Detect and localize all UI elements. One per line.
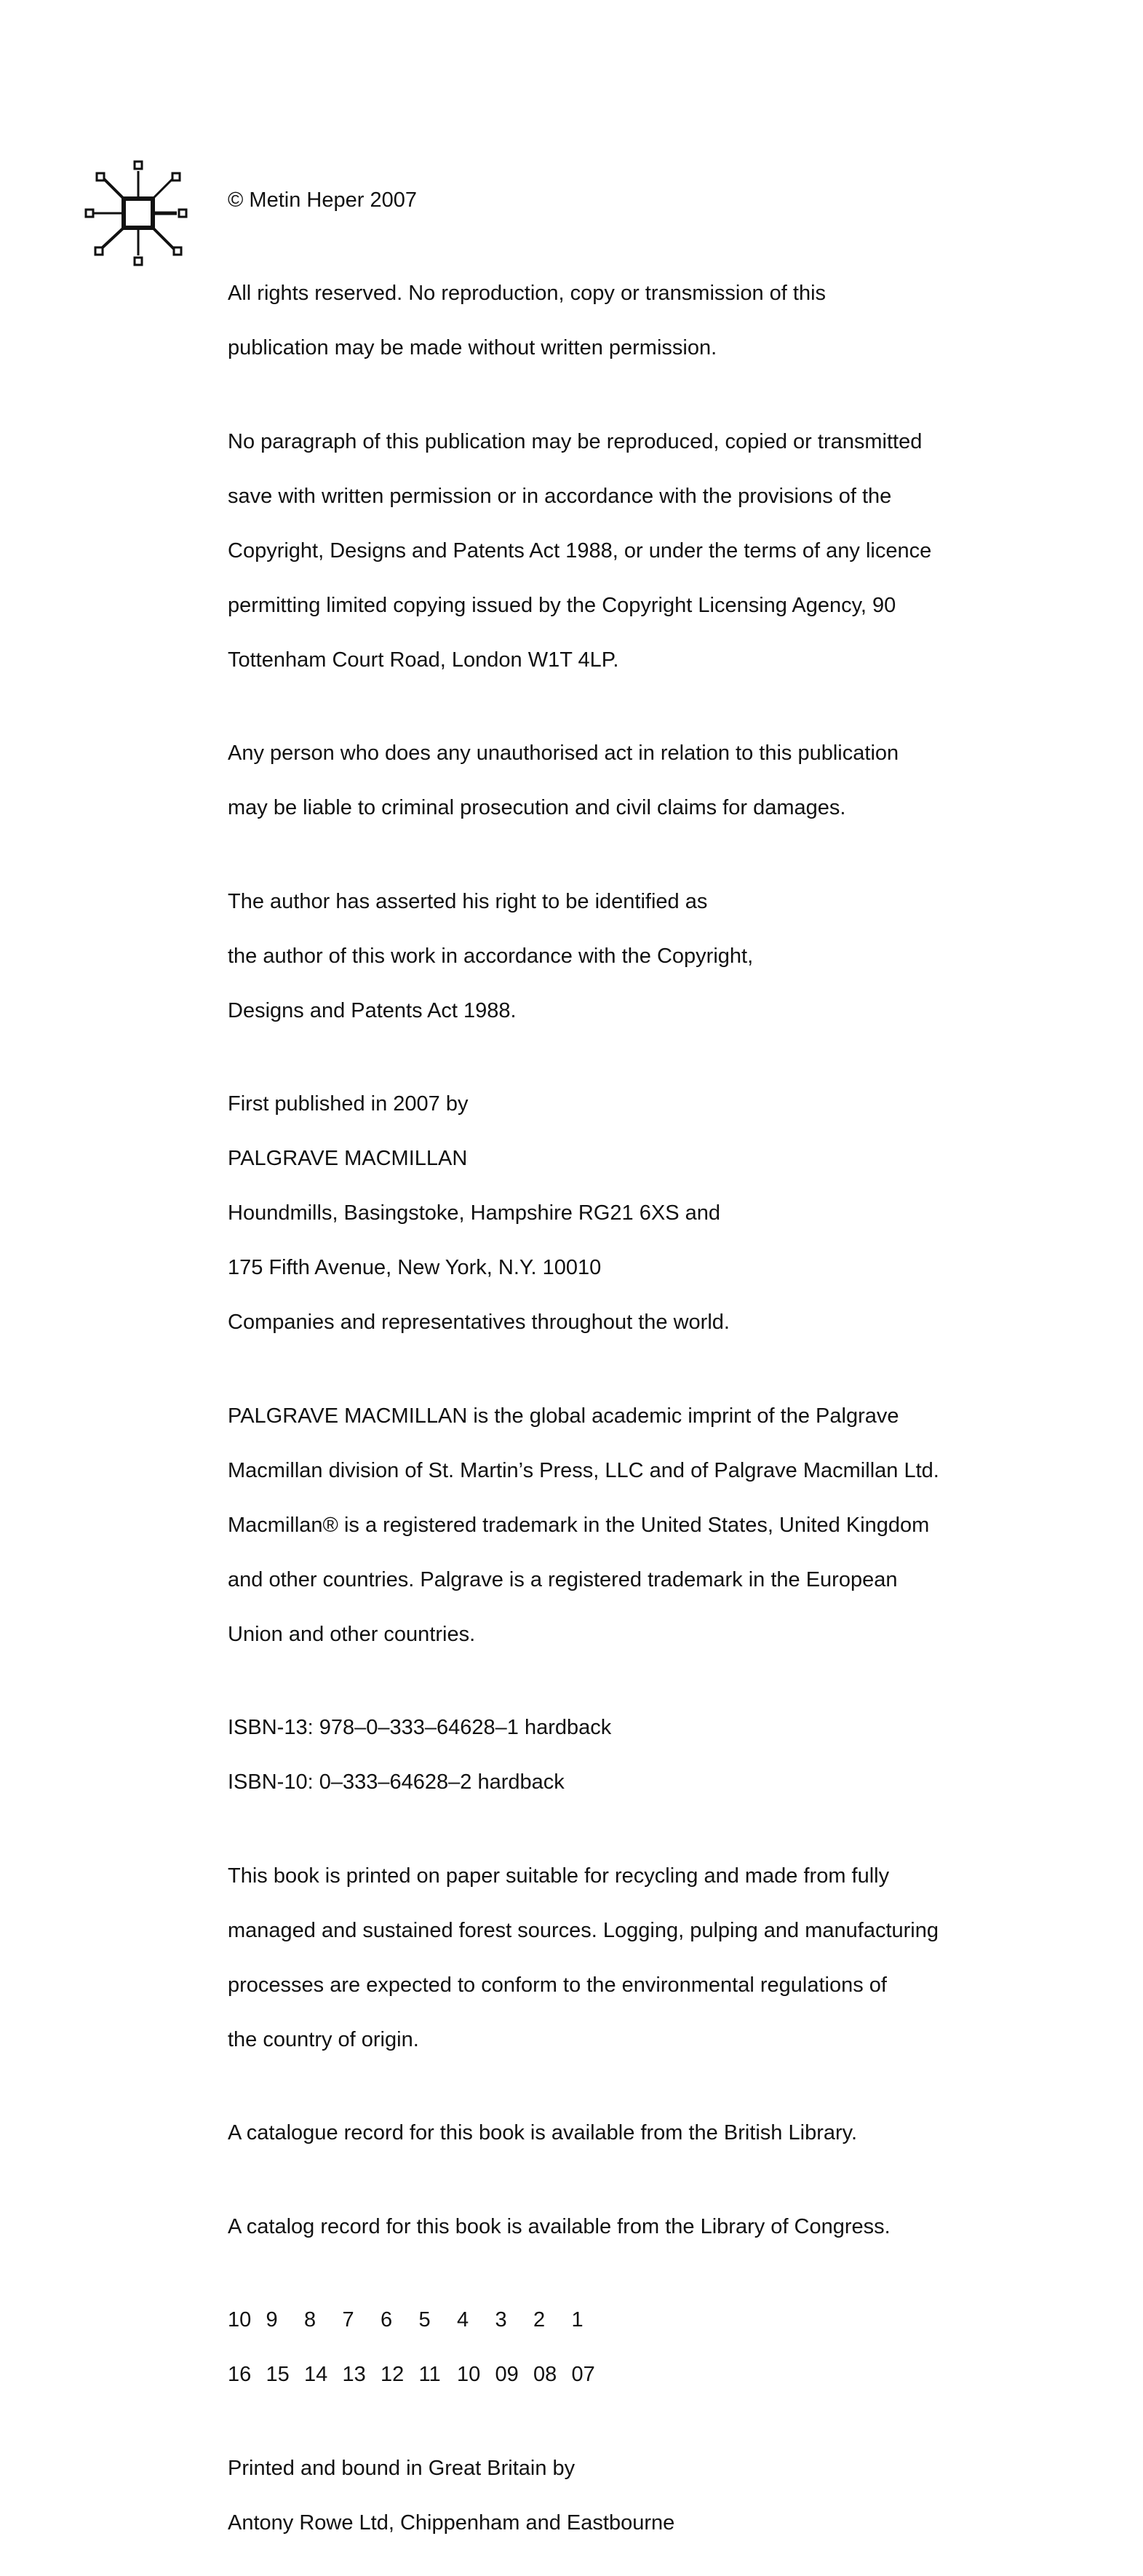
text-line: A catalogue record for this book is available from the British Library. xyxy=(228,2121,858,2144)
text-line: Designs and Patents Act 1988. xyxy=(228,998,517,1022)
text-line: and other countries. Palgrave is a registered trademark in the European xyxy=(228,1567,898,1591)
isbn-10: ISBN-10: 0–333–64628–2 hardback xyxy=(228,1770,565,1794)
year-number: 15 xyxy=(266,2363,290,2386)
copyright-page-text xyxy=(228,159,984,2576)
text-line: save with written permission or in accordance with the provisions of the xyxy=(228,484,892,508)
text-line: No paragraph of this publication may be reproduced, copied or transmitted xyxy=(228,429,923,453)
printing-number: 8 xyxy=(304,2308,316,2331)
unauthorised-act-notice xyxy=(228,713,984,850)
text-line: the author of this work in accordance with the Copyright, xyxy=(228,944,754,968)
year-number: 13 xyxy=(342,2363,366,2386)
year-number: 10 xyxy=(457,2363,481,2386)
printing-number: 7 xyxy=(342,2308,354,2331)
paper-notice xyxy=(228,1835,984,2081)
text-line: Printed and bound in Great Britain by xyxy=(228,2456,576,2480)
year-number: 07 xyxy=(571,2363,595,2386)
printing-number: 4 xyxy=(457,2308,469,2331)
library-of-congress-notice xyxy=(228,2186,984,2268)
printing-number: 10 xyxy=(228,2308,252,2331)
text-line: 175 Fifth Avenue, New York, N.Y. 10010 xyxy=(228,1256,602,1279)
text-line: the country of origin. xyxy=(228,2027,419,2051)
year-number: 16 xyxy=(228,2363,252,2386)
text-line: PALGRAVE MACMILLAN is the global academic imprint of the Palgrave xyxy=(228,1404,899,1428)
year-number: 11 xyxy=(418,2363,441,2386)
text-line: permitting limited copying issued by the Copyright Licensing Agency, 90 xyxy=(228,593,896,617)
printing-number: 9 xyxy=(266,2308,278,2331)
text-line: PALGRAVE MACMILLAN xyxy=(228,1147,468,1170)
text-line: Macmillan division of St. Martin’s Press, LLC and of Palgrave Macmillan Ltd. xyxy=(228,1458,939,1482)
year-number: 09 xyxy=(495,2363,519,2386)
printing-number-row xyxy=(228,2307,984,2334)
imprint-notice xyxy=(228,1375,984,1676)
year-number: 12 xyxy=(381,2363,405,2386)
publisher-details xyxy=(228,1064,984,1364)
british-library-notice xyxy=(228,2093,984,2175)
printing-number: 6 xyxy=(381,2308,393,2331)
no-paragraph-notice xyxy=(228,401,984,701)
printing-number: 1 xyxy=(571,2308,584,2331)
isbn-13: ISBN-13: 978–0–333–64628–1 hardback xyxy=(228,1716,612,1739)
text-line: Antony Rowe Ltd, Chippenham and Eastbourne xyxy=(228,2511,675,2535)
text-line: publication may be made without written permission. xyxy=(228,336,717,359)
isbn-block xyxy=(228,1687,984,1824)
text-line: Any person who does any unauthorised act in relation to this publication xyxy=(228,742,899,765)
text-line: A catalog record for this book is available from the Library of Congress. xyxy=(228,2214,891,2238)
text-line: Macmillan® is a registered trademark in the United States, United Kingdom xyxy=(228,1513,930,1537)
text-line: All rights reserved. No reproduction, copy or transmission of this xyxy=(228,282,827,305)
rights-reserved-paragraph xyxy=(228,253,984,390)
text-line: Union and other countries. xyxy=(228,1622,476,1646)
text-line: The author has asserted his right to be identified as xyxy=(228,889,708,913)
text-line: managed and sustained forest sources. Logging, pulping and manufacturing xyxy=(228,1918,939,1942)
text-line: This book is printed on paper suitable for recycling and made from fully xyxy=(228,1864,890,1888)
author-assertion xyxy=(228,861,984,1052)
text-line: processes are expected to conform to the environmental regulations of xyxy=(228,1973,887,1997)
printing-number: 2 xyxy=(533,2308,546,2331)
printing-number: 3 xyxy=(495,2308,507,2331)
publisher-logo xyxy=(84,159,193,268)
text-line: © Metin Heper 2007 xyxy=(228,188,417,212)
text-line: First published in 2007 by xyxy=(228,1092,469,1116)
print-line xyxy=(228,2280,984,2417)
year-number: 14 xyxy=(304,2363,328,2386)
year-number-row xyxy=(228,2361,984,2389)
text-line: may be liable to criminal prosecution and civil claims for damages. xyxy=(228,796,846,819)
text-line: Copyright, Designs and Patents Act 1988, or under the terms of any licence xyxy=(228,538,932,562)
text-line: Houndmills, Basingstoke, Hampshire RG21 6XS and xyxy=(228,1201,720,1225)
year-number: 08 xyxy=(533,2363,557,2386)
printer-notice xyxy=(228,2428,984,2564)
text-line: Tottenham Court Road, London W1T 4LP. xyxy=(228,648,619,672)
copyright-notice xyxy=(228,159,984,242)
text-line: Companies and representatives throughout the world. xyxy=(228,1311,730,1334)
printing-number: 5 xyxy=(418,2308,431,2331)
